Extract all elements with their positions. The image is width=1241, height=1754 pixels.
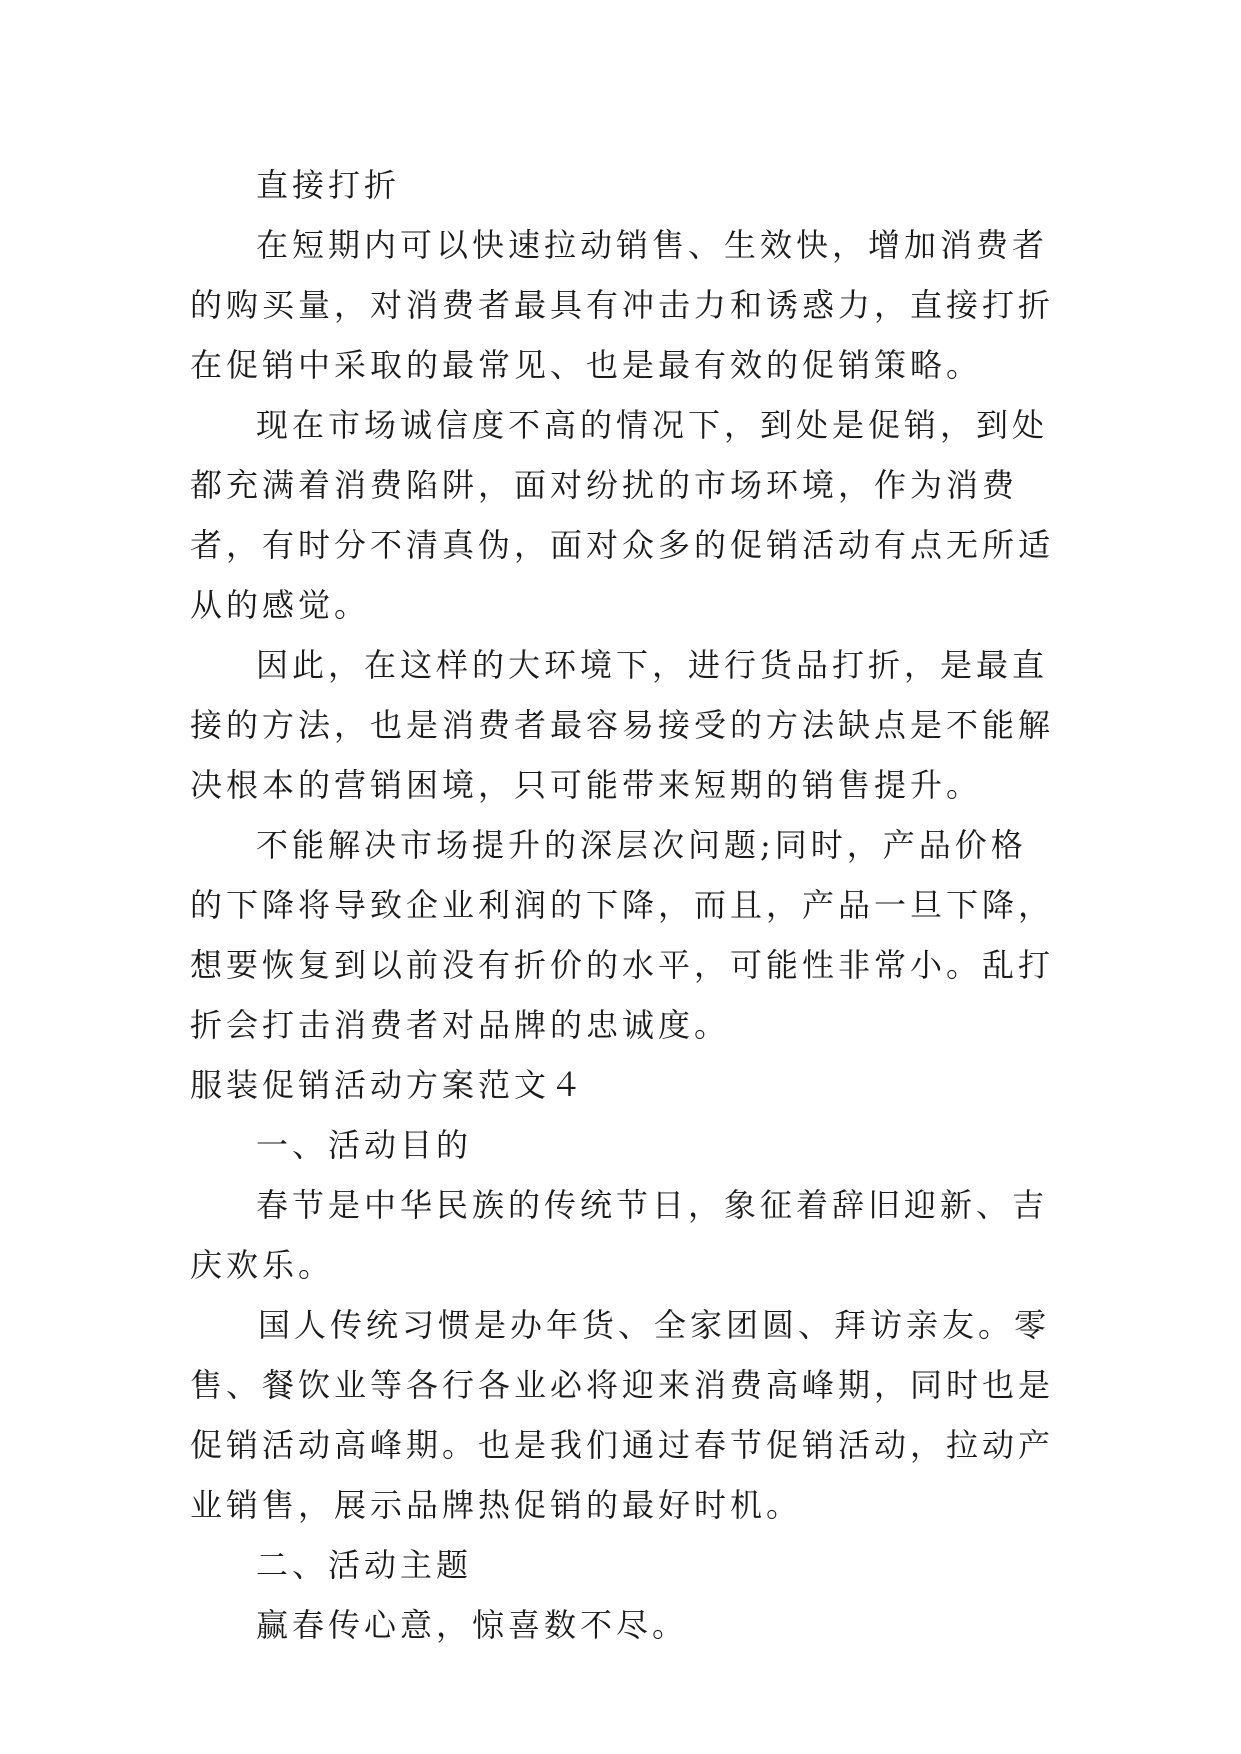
- paragraph: 因此，在这样的大环境下，进行货品打折，是最直接的方法，也是消费者最容易接受的方法缺点是不能解决根本的营销困境，只可能带来短期的销售提升。: [190, 646, 1055, 804]
- section-heading-activity-theme: 二、活动主题: [256, 1546, 473, 1584]
- section-heading-activity-purpose: 一、活动目的: [256, 1126, 473, 1164]
- paragraph: 国人传统习惯是办年货、全家团圆、拜访亲友。零售、餐饮业等各行各业必将迎来消费高峰期，同时也是促销活动高峰期。也是我们通过春节促销活动，拉动产业销售，展示品牌热促销的最好时机。: [190, 1306, 1055, 1524]
- paragraph: 在短期内可以快速拉动销售、生效快，增加消费者的购买量，对消费者最具有冲击力和诱惑力，直接打折在促销中采取的最常见、也是最有效的促销策略。: [190, 226, 1055, 384]
- document-title: 服装促销活动方案范文４: [190, 1066, 587, 1104]
- section-heading-direct-discount: 直接打折: [256, 166, 401, 204]
- paragraph: 赢春传心意，惊喜数不尽。: [256, 1606, 689, 1644]
- paragraph: 不能解决市场提升的深层次问题;同时，产品价格的下降将导致企业利润的下降，而且，产品一旦下降，想要恢复到以前没有折价的水平，可能性非常小。乱打折会打击消费者对品牌的忠诚度。: [190, 826, 1055, 1044]
- paragraph: 春节是中华民族的传统节日，象征着辞旧迎新、吉庆欢乐。: [190, 1186, 1049, 1284]
- paragraph: 现在市场诚信度不高的情况下，到处是促销，到处都充满着消费陷阱，面对纷扰的市场环境，作为消费者，有时分不清真伪，面对众多的促销活动有点无所适从的感觉。: [190, 406, 1055, 624]
- document-body: [190, 155, 1060, 1655]
